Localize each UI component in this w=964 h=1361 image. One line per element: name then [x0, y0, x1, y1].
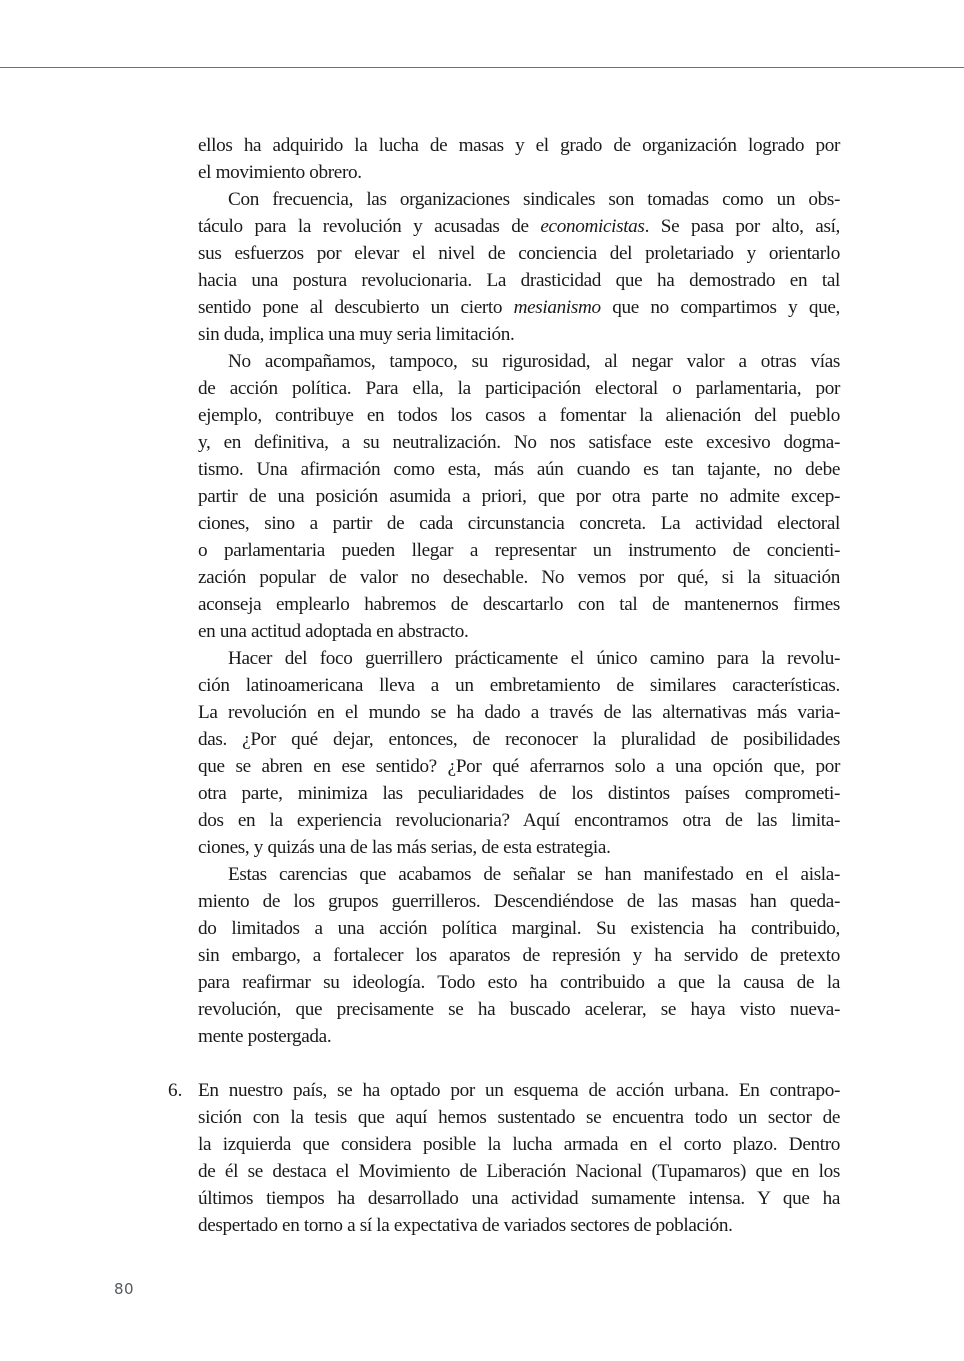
text-line — [198, 213, 840, 240]
text-line-content: o parlamentaria pueden llegar a representar un instrumento de concienti- — [198, 540, 840, 561]
text-line — [198, 1023, 840, 1050]
section-gap — [198, 1050, 840, 1077]
text-line — [198, 780, 840, 807]
text-line-content: de él se destaca el Movimiento de Liberación Nacional (Tupamaros) que en los — [198, 1161, 840, 1182]
text-line — [198, 375, 840, 402]
text-line-content: sición con la tesis que aquí hemos sustentado se encuentra todo un sector de — [198, 1107, 840, 1128]
text-line — [198, 861, 840, 888]
text-line-content: mente postergada. — [198, 1026, 332, 1047]
text-line-content: últimos tiempos ha desarrollado una actividad sumamente intensa. Y que ha — [198, 1188, 840, 1209]
text-line — [198, 645, 840, 672]
text-line-content: otra parte, minimiza las peculiaridades de los distintos países comprometi- — [198, 783, 840, 804]
text-line — [198, 159, 840, 186]
paragraph — [198, 861, 840, 1050]
text-line-content: Con frecuencia, las organizaciones sindicales son tomadas como un obs- — [228, 189, 840, 210]
text-line — [198, 537, 840, 564]
text-line — [198, 294, 840, 321]
text-line — [198, 510, 840, 537]
text-line — [198, 1104, 840, 1131]
text-line — [198, 618, 840, 645]
text-line — [198, 1158, 840, 1185]
text-line — [198, 699, 840, 726]
paragraph — [198, 348, 840, 645]
paragraph — [198, 186, 840, 348]
paragraphs — [198, 132, 840, 1050]
text-line-content: miento de los grupos guerrilleros. Descendiéndose de las masas han queda- — [198, 891, 840, 912]
text-line-content: Hacer del foco guerrillero prácticamente el único camino para la revolu- — [228, 648, 840, 669]
text-line — [198, 402, 840, 429]
text-line — [198, 834, 840, 861]
text-line — [198, 591, 840, 618]
text-line — [198, 969, 840, 996]
text-line — [198, 1212, 840, 1239]
paragraph — [198, 132, 840, 186]
text-line-content: La revolución en el mundo se ha dado a través de las alternativas más varia- — [198, 702, 840, 723]
body-text — [168, 132, 840, 1239]
text-line — [198, 726, 840, 753]
text-line — [198, 186, 840, 213]
list-item — [168, 1077, 840, 1239]
text-line — [198, 348, 840, 375]
text-line-content: zación popular de valor no desechable. No vemos por qué, si la situación — [198, 567, 840, 588]
text-line — [198, 321, 840, 348]
text-line-content: dos en la experiencia revolucionaria? Aquí encontramos otra de las limita- — [198, 810, 840, 831]
text-line — [198, 132, 840, 159]
text-line — [198, 456, 840, 483]
text-line-content: aconseja emplearlo habremos de descartarlo con tal de mantenernos firmes — [198, 594, 840, 615]
text-line-content: y, en definitiva, a su neutralización. No nos satisface este excesivo dogma- — [198, 432, 840, 453]
text-line — [198, 888, 840, 915]
text-line — [198, 429, 840, 456]
text-line — [198, 753, 840, 780]
list-item-number: 6. — [168, 1080, 183, 1101]
text-line-content: hacia una postura revolucionaria. La drasticidad que ha demostrado en tal — [198, 270, 840, 291]
text-line-content: ellos ha adquirido la lucha de masas y el grado de organización logrado por — [198, 135, 840, 156]
text-line-content: táculo para la revolución y acusadas de economicistas. Se pasa por alto, así, — [198, 216, 840, 237]
text-line-content: ejemplo, contribuye en todos los casos a fomentar la alienación del pueblo — [198, 405, 840, 426]
text-line — [198, 915, 840, 942]
text-line-content: despertado en torno a sí la expectativa de variados sectores de población. — [198, 1215, 733, 1236]
page-number: 80 — [114, 1280, 135, 1298]
text-line — [198, 996, 840, 1023]
text-line — [198, 564, 840, 591]
text-line-content: revolución, que precisamente se ha buscado acelerar, se haya visto nueva- — [198, 999, 840, 1020]
text-line — [198, 1077, 840, 1104]
text-line — [198, 267, 840, 294]
text-line-content: ción latinoamericana lleva a un embretamiento de similares características. — [198, 675, 840, 696]
text-line — [198, 240, 840, 267]
text-line-content: ciones, y quizás una de las más serias, de esta estrategia. — [198, 837, 611, 858]
text-line — [198, 807, 840, 834]
emphasis: mesianismo — [513, 297, 601, 318]
text-line-content: No acompañamos, tampoco, su rigurosidad, al negar valor a otras vías — [228, 351, 840, 372]
paragraph — [198, 645, 840, 861]
emphasis: economicistas — [540, 216, 645, 237]
text-line — [198, 1131, 840, 1158]
text-line-content: do limitados a una acción política marginal. Su existencia ha contribuido, — [198, 918, 840, 939]
text-line-content: el movimiento obrero. — [198, 162, 362, 183]
text-line — [198, 1185, 840, 1212]
text-line-content: para reafirmar su ideología. Todo esto ha contribuido a que la causa de la — [198, 972, 840, 993]
text-line-content: partir de una posición asumida a priori, que por otra parte no admite excep- — [198, 486, 840, 507]
text-line-content: ciones, sino a partir de cada circunstancia concreta. La actividad electoral — [198, 513, 840, 534]
text-line-content: la izquierda que considera posible la lucha armada en el corto plazo. Dentro — [198, 1134, 840, 1155]
text-line-content: sentido pone al descubierto un cierto mesianismo que no compartimos y que, — [198, 297, 840, 318]
text-line-content: sin duda, implica una muy seria limitación. — [198, 324, 515, 345]
text-line-content: en una actitud adoptada en abstracto. — [198, 621, 469, 642]
text-line — [198, 942, 840, 969]
numbered-list — [168, 1077, 840, 1239]
text-line-content: En nuestro país, se ha optado por un esquema de acción urbana. En contrapo- — [198, 1080, 840, 1101]
text-line — [198, 483, 840, 510]
text-line-content: das. ¿Por qué dejar, entonces, de reconocer la pluralidad de posibilidades — [198, 729, 840, 750]
text-line-content: de acción política. Para ella, la participación electoral o parlamentaria, por — [198, 378, 840, 399]
text-line-content: sin embargo, a fortalecer los aparatos de represión y ha servido de pretexto — [198, 945, 840, 966]
text-line — [198, 672, 840, 699]
text-line-content: sus esfuerzos por elevar el nivel de conciencia del proletariado y orientarlo — [198, 243, 840, 264]
text-line-content: Estas carencias que acabamos de señalar se han manifestado en el aisla- — [228, 864, 840, 885]
text-line-content: tismo. Una afirmación como esta, más aún cuando es tan tajante, no debe — [198, 459, 840, 480]
header-rule — [0, 67, 964, 68]
text-line-content: que se abren en ese sentido? ¿Por qué aferrarnos solo a una opción que, por — [198, 756, 840, 777]
